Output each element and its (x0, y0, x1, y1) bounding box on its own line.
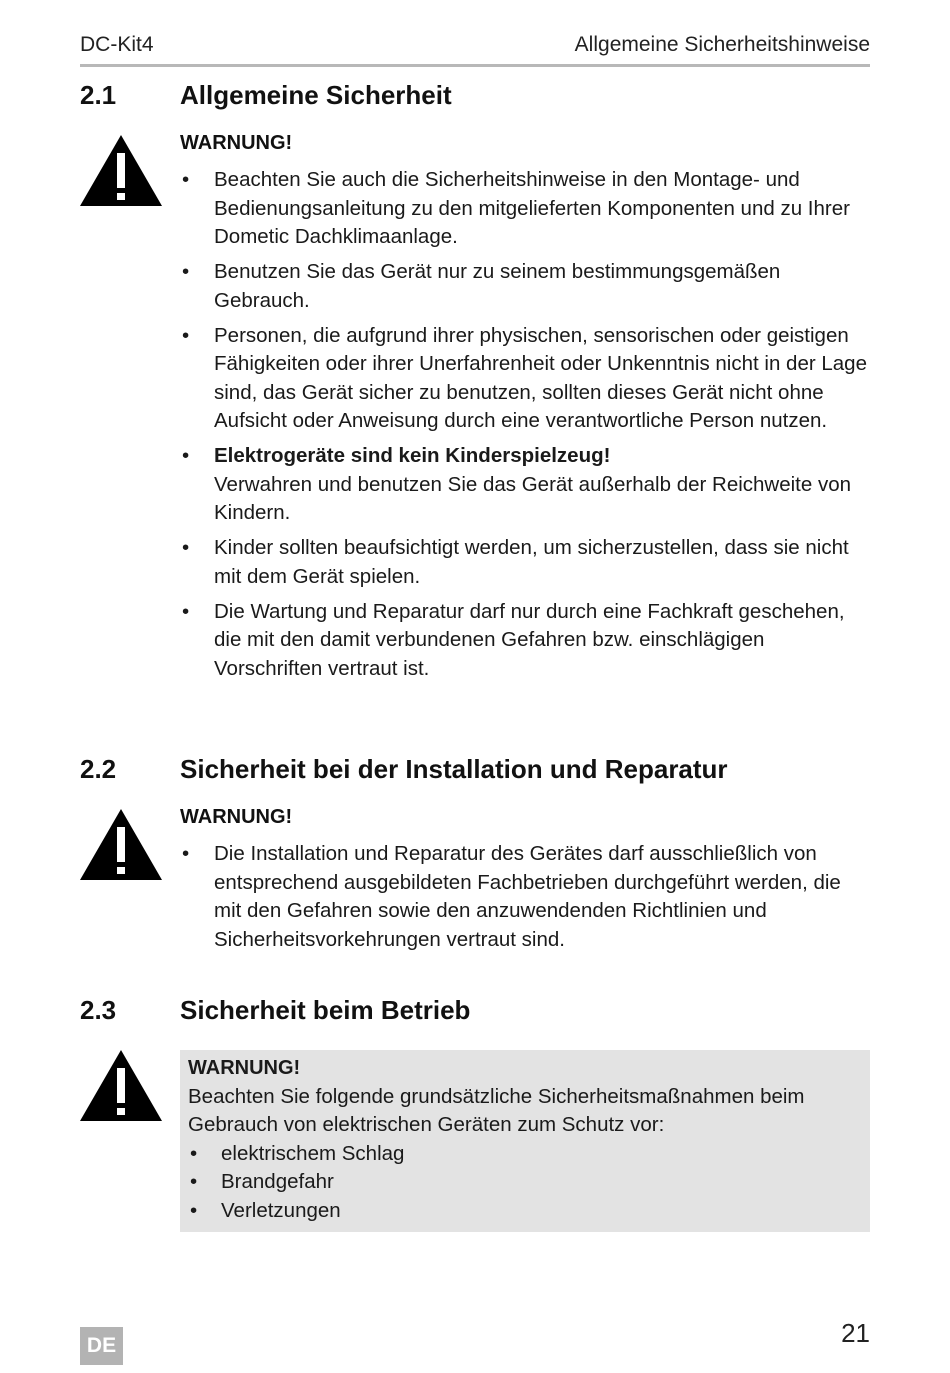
section-title: Sicherheit beim Betrieb (180, 995, 471, 1025)
bullet: • (182, 168, 190, 191)
list-item: • Beachten Sie auch die Sicherheitshinweise in den Montage- und Bedienungsanleitung zu den mitgelieferten Komponenten und zu Ihrer Dometic Dachklimaanlage. (182, 168, 850, 248)
section-number: 2.2 (80, 754, 117, 784)
list-item: • elektrischem Schlag (188, 1140, 862, 1169)
language-badge: DE (80, 1327, 123, 1365)
bullet: • (190, 1141, 198, 1165)
list-item: • Kinder sollten beaufsichtigt werden, um sicherzustellen, dass sie nicht mit dem Gerät spielen. (182, 536, 849, 588)
list-item: • Elektrogeräte sind kein Kinderspielzeug! Verwahren und benutzen Sie das Gerät außerhalb der Reichweite von Kindern. (182, 444, 852, 524)
document-title: DC-Kit4 (80, 33, 154, 56)
bullet-list (180, 840, 870, 961)
warning-intro: Beachten Sie folgende grundsätzliche Sicherheitsmaßnahmen beim Gebrauch von elektrischen Geräten zum Schutz vor: (188, 1084, 805, 1136)
page-number: 21 (841, 1318, 870, 1348)
section-number: 2.1 (80, 80, 117, 110)
warning-label: WARNUNG! (180, 806, 293, 828)
section-title: Sicherheit bei der Installation und Reparatur (180, 754, 728, 784)
bullet: • (190, 1198, 198, 1222)
bullet: • (182, 536, 190, 559)
chapter-title: Allgemeine Sicherheitshinweise (574, 33, 870, 56)
list-item: • Verletzungen (188, 1197, 862, 1226)
list-item: • Brandgefahr (188, 1168, 862, 1197)
bullet-list (180, 166, 870, 690)
bullet: • (182, 260, 190, 283)
warning-triangle-icon (80, 1050, 162, 1122)
bullet: • (190, 1170, 198, 1193)
list-item: • Benutzen Sie das Gerät nur zu seinem bestimmungsgemäßen Gebrauch. (182, 260, 781, 312)
warning-triangle-icon (80, 809, 162, 881)
warning-label: WARNUNG! (188, 1057, 301, 1079)
list-item: • Personen, die aufgrund ihrer physischen, sensorischen oder geistigen Fähigkeiten oder ihrer Unerfahrenheit oder Unkenntnis nicht in der Lage sind, das Gerät sicher zu benutzen, sollten dieses Gerät nicht ohne Aufsicht oder Anweisung durch eine verantwortliche Person nutzen. (182, 323, 867, 432)
list-item: • Die Installation und Reparatur des Gerätes darf ausschließlich von entsprechend ausgebildeten Fachbetrieben durchgeführt werden, die mit den Gefahren sowie den anzuwendenden Richtlinien und Sicherheitsvorkehrungen vertraut sind. (182, 842, 841, 951)
warning-label: WARNUNG! (180, 132, 293, 154)
bullet: • (182, 599, 190, 623)
bullet: • (182, 842, 190, 865)
section-number: 2.3 (80, 995, 117, 1025)
bullet: • (182, 444, 190, 467)
hazard-list (188, 1140, 862, 1226)
bold-warning: Elektrogeräte sind kein Kinderspielzeug! (214, 444, 611, 467)
section-title: Allgemeine Sicherheit (180, 80, 452, 110)
warning-box (180, 1050, 870, 1232)
bullet: • (182, 323, 190, 347)
warning-triangle-icon (80, 135, 162, 207)
page-header (80, 30, 870, 67)
list-item: • Die Wartung und Reparatur darf nur durch eine Fachkraft geschehen, die mit den damit verbundenen Gefahren bzw. einschlägigen Vorschriften vertraut ist. (182, 599, 845, 680)
